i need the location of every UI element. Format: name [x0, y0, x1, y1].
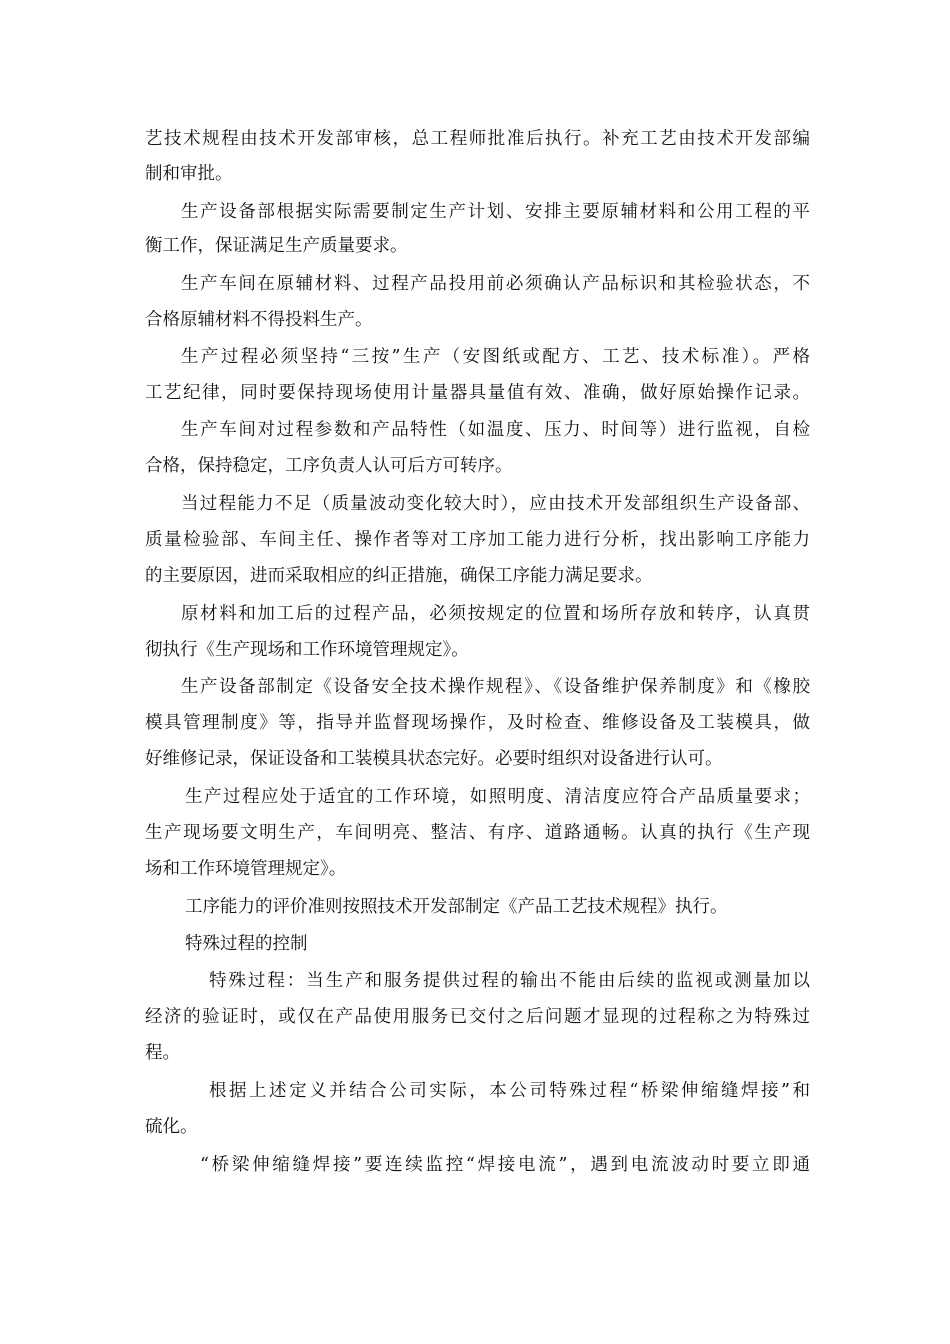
text-line: 好维修记录，保证设备和工装模具状态完好。必要时组织对设备进行认可。 [145, 749, 723, 769]
text-line: 程。 [145, 1043, 180, 1063]
text-line: 生产现场要文明生产，车间明亮、整洁、有序、道路通畅。认真的执行《生产现 [145, 823, 810, 843]
text-line: 工序能力的评价准则按照技术开发部制定《产品工艺技术规程》执行。 [185, 897, 728, 917]
text-line: 工艺纪律，同时要保持现场使用计量器具量值有效、准确，做好原始操作记录。 [145, 383, 810, 403]
section-heading: 特殊过程的控制 [185, 934, 308, 954]
text-line: 生产车间对过程参数和产品特性（如温度、压力、时间等）进行监视，自检 [181, 420, 810, 440]
text-line: 生产过程必须坚持“三按”生产（安图纸或配方、工艺、技术标准）。严格 [181, 347, 810, 367]
text-line: 场和工作环境管理规定》。 [145, 859, 347, 879]
text-line: 合格，保持稳定，工序负责人认可后方可转序。 [145, 456, 513, 476]
text-line: 模具管理制度》等，指导并监督现场操作，及时检查、维修设备及工装模具，做 [145, 713, 810, 733]
text-line: 生产车间在原辅材料、过程产品投用前必须确认产品标识和其检验状态，不 [181, 274, 810, 294]
text-line: 生产过程应处于适宜的工作环境，如照明度、清洁度应符合产品质量要求； [185, 787, 810, 807]
text-line: 制和审批。 [145, 164, 233, 184]
text-line: 生产设备部制定《设备安全技术操作规程》、《设备维护保养制度》和《橡胶 [181, 677, 810, 697]
text-line: 当过程能力不足（质量波动变化较大时），应由技术开发部组织生产设备部、 [181, 494, 810, 514]
text-line: 特殊过程：当生产和服务提供过程的输出不能由后续的监视或测量加以 [209, 971, 810, 991]
text-line: 根据上述定义并结合公司实际，本公司特殊过程“桥梁伸缩缝焊接”和 [209, 1081, 810, 1101]
text-line: “桥梁伸缩缝焊接”要连续监控“焊接电流”，遇到电流波动时要立即通 [200, 1155, 810, 1175]
text-line: 硫化。 [145, 1117, 198, 1137]
text-line: 质量检验部、车间主任、操作者等对工序加工能力进行分析，找出影响工序能力 [145, 530, 810, 550]
text-line: 的主要原因，进而采取相应的纠正措施，确保工序能力满足要求。 [145, 566, 653, 586]
text-line: 原材料和加工后的过程产品，必须按规定的位置和场所存放和转序，认真贯 [181, 604, 810, 624]
text-line: 艺技术规程由技术开发部审核，总工程师批准后执行。补充工艺由技术开发部编 [145, 129, 810, 149]
text-line: 衡工作，保证满足生产质量要求。 [145, 236, 408, 256]
text-line: 彻执行《生产现场和工作环境管理规定》。 [145, 640, 469, 660]
text-line: 生产设备部根据实际需要制定生产计划、安排主要原辅材料和公用工程的平 [181, 202, 810, 222]
text-line: 经济的验证时，或仅在产品使用服务已交付之后问题才显现的过程称之为特殊过 [145, 1007, 810, 1027]
text-line: 合格原辅材料不得投料生产。 [145, 310, 373, 330]
